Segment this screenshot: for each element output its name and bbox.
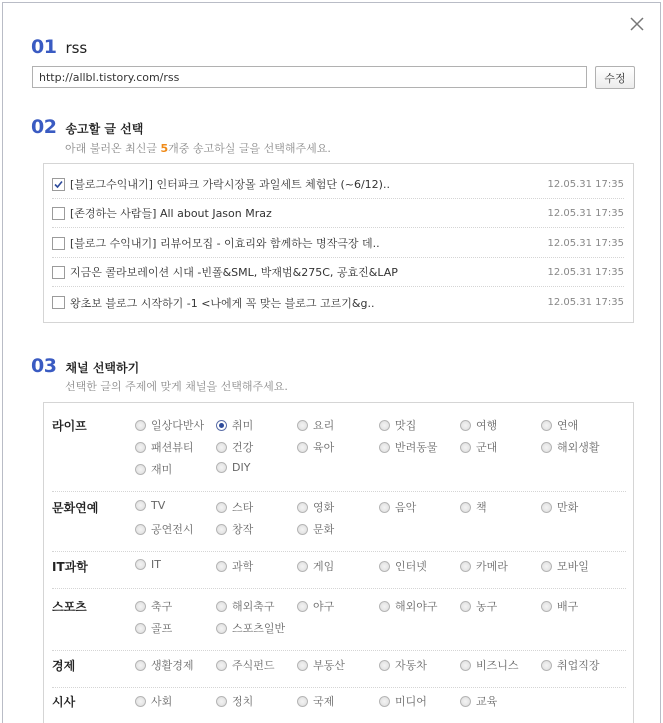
radio[interactable] bbox=[297, 601, 308, 612]
post-title: [존경하는 사람들] All about Jason Mraz bbox=[70, 207, 272, 220]
channel-option[interactable] bbox=[135, 521, 194, 537]
channel-label: 맛집 bbox=[395, 419, 417, 432]
post-date: 12.05.31 17:35 bbox=[547, 207, 624, 219]
radio[interactable] bbox=[379, 561, 390, 572]
channel-option[interactable] bbox=[460, 439, 497, 455]
channel-label: 자동차 bbox=[395, 659, 427, 672]
radio[interactable] bbox=[135, 660, 146, 671]
channel-label: 패션뷰티 bbox=[151, 441, 194, 454]
checkbox[interactable] bbox=[52, 207, 65, 220]
divider bbox=[52, 687, 626, 688]
channel-option[interactable] bbox=[379, 439, 438, 455]
radio[interactable] bbox=[297, 420, 308, 431]
radio[interactable] bbox=[135, 696, 146, 707]
checkbox[interactable] bbox=[52, 266, 65, 279]
desc-suffix: 개중 송고하실 글을 선택해주세요. bbox=[168, 142, 331, 155]
post-title: [블로그수익내기] 인터파크 가락시장몰 과일세트 체험단 (~6/12).. bbox=[70, 178, 390, 191]
radio[interactable] bbox=[216, 601, 227, 612]
section-number: 03 bbox=[31, 355, 57, 377]
radio[interactable] bbox=[460, 502, 471, 513]
channel-label: 스타 bbox=[232, 501, 254, 514]
channel-option[interactable] bbox=[460, 598, 497, 614]
radio[interactable] bbox=[216, 462, 227, 473]
channel-label: 배구 bbox=[557, 600, 579, 613]
channel-label: 카메라 bbox=[476, 560, 508, 573]
channel-label: 취미 bbox=[232, 419, 254, 432]
section-posts-header bbox=[31, 116, 143, 138]
category-name: 문화연예 bbox=[52, 501, 99, 515]
divider bbox=[52, 551, 626, 552]
checkbox[interactable] bbox=[52, 237, 65, 250]
channel-label: 정치 bbox=[232, 695, 254, 708]
radio[interactable] bbox=[379, 502, 390, 513]
channel-option[interactable] bbox=[541, 417, 578, 433]
section-number: 02 bbox=[31, 116, 57, 138]
radio-selected[interactable] bbox=[216, 420, 227, 431]
channel-label: 창작 bbox=[232, 523, 254, 536]
channel-option[interactable] bbox=[216, 499, 253, 515]
radio[interactable] bbox=[541, 420, 552, 431]
radio[interactable] bbox=[460, 442, 471, 453]
section-title: 송고할 글 선택 bbox=[65, 122, 144, 136]
category-name: 시사 bbox=[52, 695, 76, 709]
channel-list bbox=[43, 402, 634, 723]
channel-label: 해외야구 bbox=[395, 600, 438, 613]
channel-option[interactable] bbox=[460, 657, 519, 673]
radio[interactable] bbox=[297, 524, 308, 535]
channel-label: 비즈니스 bbox=[476, 659, 519, 672]
radio[interactable] bbox=[297, 561, 308, 572]
channel-option[interactable] bbox=[135, 439, 194, 455]
radio[interactable] bbox=[297, 660, 308, 671]
section-description bbox=[65, 140, 331, 156]
post-row[interactable] bbox=[52, 170, 624, 199]
radio[interactable] bbox=[297, 696, 308, 707]
channel-label: 책 bbox=[476, 501, 487, 514]
post-title: 지금은 콜라보레이션 시대 -빈폴&SML, 박재범&275C, 공효진&LAP bbox=[70, 266, 398, 279]
channel-option[interactable] bbox=[297, 521, 334, 537]
channel-option[interactable] bbox=[379, 598, 438, 614]
radio[interactable] bbox=[216, 623, 227, 634]
channel-label: 골프 bbox=[151, 622, 173, 635]
post-list bbox=[43, 163, 634, 323]
radio[interactable] bbox=[460, 696, 471, 707]
channel-option[interactable] bbox=[541, 558, 589, 574]
channel-label: 게임 bbox=[313, 560, 335, 573]
radio[interactable] bbox=[541, 442, 552, 453]
radio[interactable] bbox=[379, 420, 390, 431]
radio[interactable] bbox=[216, 660, 227, 671]
channel-option[interactable] bbox=[216, 558, 253, 574]
radio[interactable] bbox=[297, 502, 308, 513]
channel-label: 반려동물 bbox=[395, 441, 438, 454]
divider bbox=[52, 650, 626, 651]
radio[interactable] bbox=[541, 502, 552, 513]
radio[interactable] bbox=[135, 524, 146, 535]
post-title: 왕초보 블로그 시작하기 -1 <나에게 꼭 맞는 블로그 고르기&g.. bbox=[70, 296, 375, 310]
channel-label: 음악 bbox=[395, 501, 417, 514]
channel-option[interactable] bbox=[297, 693, 334, 709]
channel-label: 스포츠일반 bbox=[232, 622, 286, 635]
divider bbox=[52, 491, 626, 492]
channel-label: 연애 bbox=[557, 419, 579, 432]
channel-label: 취업직장 bbox=[557, 659, 600, 672]
channel-option[interactable] bbox=[379, 657, 427, 673]
radio[interactable] bbox=[379, 660, 390, 671]
radio[interactable] bbox=[216, 561, 227, 572]
channel-label: 해외축구 bbox=[232, 600, 275, 613]
channel-label: 부동산 bbox=[313, 659, 345, 672]
edit-button[interactable]: 수정 bbox=[595, 66, 635, 89]
channel-label: 공연전시 bbox=[151, 523, 194, 536]
post-date: 12.05.31 17:35 bbox=[547, 237, 624, 249]
post-row[interactable] bbox=[52, 199, 624, 228]
channel-option[interactable] bbox=[379, 499, 416, 515]
channel-label: 육아 bbox=[313, 441, 335, 454]
section-rss-header bbox=[31, 36, 87, 58]
channel-option[interactable] bbox=[135, 417, 204, 433]
close-icon[interactable] bbox=[629, 16, 645, 32]
channel-option[interactable] bbox=[135, 558, 161, 571]
channel-option[interactable] bbox=[216, 439, 253, 455]
channel-label: DIY bbox=[232, 461, 251, 474]
channel-label: 미디어 bbox=[395, 695, 427, 708]
post-count: 5 bbox=[160, 142, 169, 155]
radio[interactable] bbox=[379, 442, 390, 453]
channel-option[interactable] bbox=[541, 598, 578, 614]
channel-label: 축구 bbox=[151, 600, 173, 613]
channel-label: 문화 bbox=[313, 523, 335, 536]
channel-option[interactable] bbox=[379, 693, 427, 709]
channel-label: 생활경제 bbox=[151, 659, 194, 672]
radio[interactable] bbox=[379, 601, 390, 612]
channel-option[interactable] bbox=[297, 439, 334, 455]
channel-label: 사회 bbox=[151, 695, 173, 708]
radio[interactable] bbox=[460, 420, 471, 431]
channel-label: 모바일 bbox=[557, 560, 589, 573]
channel-option[interactable] bbox=[135, 693, 172, 709]
channel-option[interactable] bbox=[460, 558, 508, 574]
divider bbox=[52, 588, 626, 589]
radio[interactable] bbox=[216, 442, 227, 453]
channel-option[interactable] bbox=[216, 598, 275, 614]
rss-send-dialog bbox=[2, 2, 661, 723]
channel-option[interactable] bbox=[135, 461, 172, 477]
radio[interactable] bbox=[135, 559, 146, 570]
section-number: 01 bbox=[31, 36, 57, 58]
checkbox[interactable] bbox=[52, 296, 65, 309]
radio[interactable] bbox=[460, 660, 471, 671]
checkbox-checked[interactable] bbox=[52, 178, 65, 191]
radio[interactable] bbox=[135, 464, 146, 475]
radio[interactable] bbox=[135, 623, 146, 634]
channel-option[interactable] bbox=[297, 558, 334, 574]
post-date: 12.05.31 17:35 bbox=[547, 178, 624, 190]
radio[interactable] bbox=[541, 601, 552, 612]
category-name: IT과학 bbox=[52, 560, 88, 574]
section-description: 선택한 글의 주제에 맞게 채널을 선택해주세요. bbox=[65, 380, 288, 393]
channel-option[interactable] bbox=[297, 657, 345, 673]
channel-option[interactable] bbox=[216, 417, 253, 433]
channel-label: 요리 bbox=[313, 419, 335, 432]
radio[interactable] bbox=[135, 442, 146, 453]
radio[interactable] bbox=[379, 696, 390, 707]
channel-option[interactable] bbox=[216, 620, 285, 636]
channel-label: 인터넷 bbox=[395, 560, 427, 573]
radio[interactable] bbox=[216, 502, 227, 513]
channel-label: 교육 bbox=[476, 695, 498, 708]
channel-option[interactable] bbox=[135, 499, 165, 512]
channel-label: 해외생활 bbox=[557, 441, 600, 454]
channel-option[interactable] bbox=[297, 598, 334, 614]
channel-label: 국제 bbox=[313, 695, 335, 708]
channel-label: IT bbox=[151, 558, 161, 571]
radio[interactable] bbox=[135, 420, 146, 431]
radio[interactable] bbox=[216, 696, 227, 707]
channel-option[interactable] bbox=[297, 499, 334, 515]
post-date: 12.05.31 17:35 bbox=[547, 266, 624, 278]
post-row[interactable] bbox=[52, 229, 624, 258]
channel-label: TV bbox=[151, 499, 166, 512]
category-name: 경제 bbox=[52, 659, 76, 673]
channel-option[interactable] bbox=[379, 417, 416, 433]
channel-label: 주식펀드 bbox=[232, 659, 275, 672]
rss-url-input[interactable] bbox=[32, 66, 587, 88]
channel-label: 야구 bbox=[313, 600, 335, 613]
category-name: 라이프 bbox=[52, 419, 87, 433]
channel-option[interactable] bbox=[216, 693, 253, 709]
channel-option[interactable] bbox=[541, 439, 600, 455]
channel-option[interactable] bbox=[297, 417, 334, 433]
channel-label: 농구 bbox=[476, 600, 498, 613]
radio[interactable] bbox=[460, 561, 471, 572]
channel-option[interactable] bbox=[460, 693, 497, 709]
radio[interactable] bbox=[541, 561, 552, 572]
post-date: 12.05.31 17:35 bbox=[547, 297, 624, 308]
channel-label: 일상다반사 bbox=[151, 419, 205, 432]
radio[interactable] bbox=[297, 442, 308, 453]
section-title: 채널 선택하기 bbox=[65, 361, 140, 375]
post-row[interactable] bbox=[52, 258, 624, 287]
channel-label: 건강 bbox=[232, 441, 254, 454]
channel-label: 군대 bbox=[476, 441, 498, 454]
channel-label: 영화 bbox=[313, 501, 335, 514]
channel-option[interactable] bbox=[216, 521, 253, 537]
radio[interactable] bbox=[135, 601, 146, 612]
channel-label: 여행 bbox=[476, 419, 498, 432]
channel-option[interactable] bbox=[216, 657, 275, 673]
radio[interactable] bbox=[460, 601, 471, 612]
desc-prefix: 아래 불러온 최신글 bbox=[65, 142, 161, 155]
channel-option[interactable] bbox=[460, 499, 487, 515]
channel-option[interactable] bbox=[216, 461, 250, 474]
section-title: rss bbox=[65, 39, 88, 57]
post-title: [블로그 수익내기] 리뷰어모집 - 이효리와 함께하는 명작극장 데.. bbox=[70, 237, 380, 250]
radio[interactable] bbox=[541, 660, 552, 671]
post-row[interactable] bbox=[52, 288, 624, 317]
channel-label: 과학 bbox=[232, 560, 254, 573]
radio[interactable] bbox=[216, 524, 227, 535]
channel-option[interactable] bbox=[135, 657, 194, 673]
channel-label: 재미 bbox=[151, 463, 173, 476]
channel-option[interactable] bbox=[379, 558, 427, 574]
channel-option[interactable] bbox=[135, 620, 172, 636]
channel-label: 만화 bbox=[557, 501, 579, 514]
category-name: 스포츠 bbox=[52, 600, 87, 614]
channel-option[interactable] bbox=[541, 499, 578, 515]
channel-option[interactable] bbox=[460, 417, 497, 433]
radio[interactable] bbox=[135, 500, 146, 511]
channel-option[interactable] bbox=[541, 657, 600, 673]
channel-option[interactable] bbox=[135, 598, 172, 614]
section-channel-header bbox=[31, 355, 139, 377]
